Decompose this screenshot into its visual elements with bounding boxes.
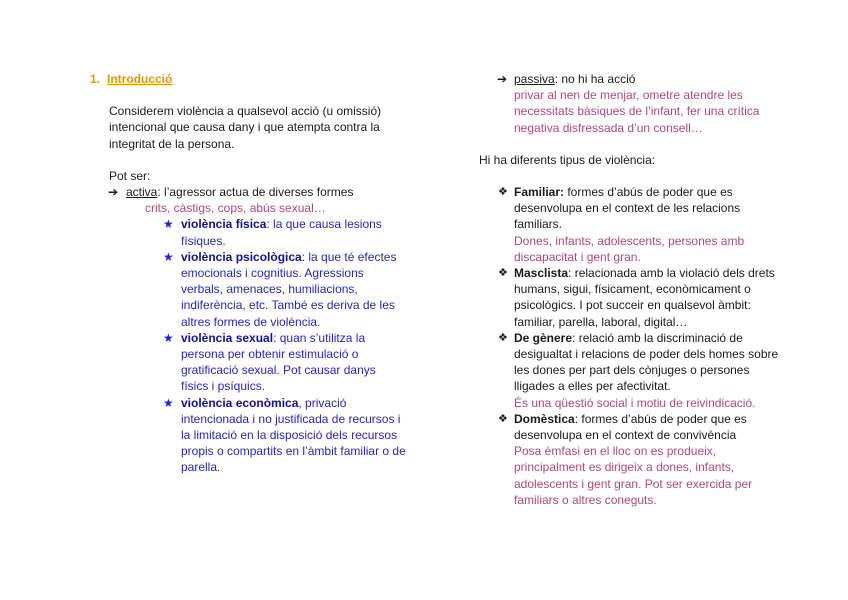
- type-description: : relacionada amb la violació dels drets humans, sigui, físicament, econòmicament o psicològics. I pot succeir en qualsevol àmbit: familiar, parella, laboral, digital…: [514, 266, 775, 329]
- type-note: Posa èmfasi en el lloc on es produeix, principalment es dirigeix a dones, infants, adolescents i gent gran. Pot ser exercida per familiars o altres coneguts.: [514, 444, 753, 507]
- activa-types-list: [90, 216, 420, 475]
- type-description: : la que té efectes emocionals i cognitius. Agressions verbals, amenaces, humiliacions, indiferència, etc. També es deriva de les altres formes de violència.: [181, 249, 397, 329]
- star-bullet-icon: ★: [163, 395, 174, 410]
- type-note: Dones, infants, adolescents, persones amb discapacitat i gent gran.: [514, 233, 745, 264]
- star-bullet-icon: ★: [163, 330, 174, 345]
- types-intro: Hi ha diferents tipus de violència:: [479, 152, 656, 167]
- violence-types-list: [479, 184, 789, 508]
- activa-examples: crits, càstigs, cops, abús sexual…: [145, 201, 326, 216]
- type-term: Familiar:: [514, 185, 565, 200]
- intro-paragraph: Considerem violència a qualsevol acció (u omissió) intencional que causa dany i que atempta contra la integritat de la persona.: [109, 104, 382, 151]
- list-item: [90, 216, 406, 248]
- type-description: : formes d’abús de poder que es desenvolupa en el context de convivència: [514, 411, 747, 443]
- diamond-bullet-icon: ❖: [498, 267, 508, 280]
- pot-ser-label: Pot ser:: [109, 168, 151, 183]
- type-term: De gènere: [514, 330, 573, 345]
- list-item: [479, 184, 779, 265]
- activa-label: activa: [126, 185, 158, 200]
- diamond-bullet-icon: ❖: [498, 186, 508, 199]
- heading-number: 1.: [90, 72, 101, 86]
- list-item: [90, 330, 406, 395]
- star-bullet-icon: ★: [163, 249, 174, 264]
- type-description: : quan s’utilitza la persona per obtenir estimulació o gratificació sexual. Pot causar danys físics i psíquics.: [181, 330, 376, 394]
- list-item: [90, 249, 406, 330]
- type-description: formes d’abús de poder que es desenvolupa en el context de les relacions familiars.: [514, 185, 741, 232]
- type-description: : la que causa lesions físiques.: [181, 217, 382, 248]
- type-description: : relació amb la discriminació de desigualtat i relacions de poder dels homes sobre les dones per part dels cònjuges o persones lligades a elles per afectivitat.: [514, 330, 779, 394]
- list-item: [479, 330, 779, 411]
- heading-title: Introducció: [107, 72, 173, 86]
- right-arrow-icon: ➔: [108, 185, 119, 200]
- list-item: [479, 265, 779, 330]
- type-term: Masclista: [514, 266, 569, 281]
- left-column: [90, 71, 420, 476]
- type-note: És una qüestió social i motiu de reivindicació.: [514, 395, 756, 410]
- type-term: violència sexual: [181, 330, 274, 345]
- passiva-item: [479, 71, 789, 87]
- passiva-label: passiva: [514, 72, 555, 86]
- star-bullet-icon: ★: [163, 217, 174, 232]
- passiva-examples: privar al nen de menjar, ometre atendre les necessitats bàsiques de l’infant, fer una crítica negativa disfressada d’un consell…: [514, 88, 760, 135]
- section-heading: [90, 71, 420, 87]
- list-item: [479, 411, 779, 508]
- type-description: , privació intencionada i no justificada de recursos i la limitació en la disposició dels recursos propis o compartits en l’àmbit familiar o de parella.: [181, 395, 406, 475]
- list-item: [90, 395, 406, 476]
- diamond-bullet-icon: ❖: [498, 331, 508, 344]
- diamond-bullet-icon: ❖: [498, 412, 508, 425]
- type-term: violència psicològica: [181, 249, 302, 264]
- right-column: [479, 71, 789, 508]
- type-term: Domèstica: [514, 411, 575, 426]
- right-arrow-icon: ➔: [497, 72, 508, 86]
- activa-item: [90, 184, 420, 200]
- activa-text: : l’agressor actua de diverses formes: [157, 185, 354, 200]
- passiva-text: : no hi ha acció: [554, 72, 636, 86]
- type-term: violència física: [181, 217, 267, 232]
- type-term: violència econòmica: [181, 395, 299, 410]
